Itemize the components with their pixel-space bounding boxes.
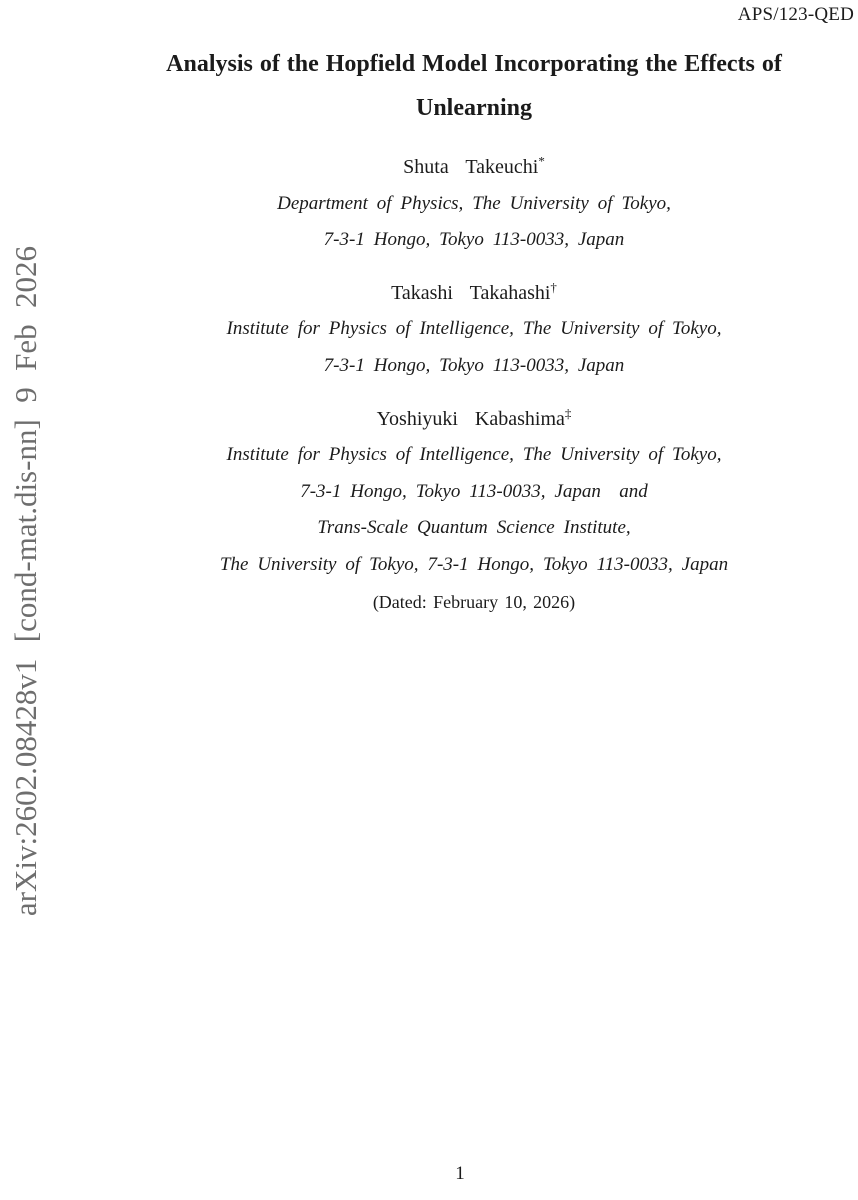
author-name	[90, 149, 858, 186]
author-name-text: Yoshiyuki Kabashima	[376, 407, 565, 430]
report-code: APS/123-QED	[737, 4, 854, 25]
paper-title-line-1: Analysis of the Hopfield Model Incorporating the Effects of	[166, 51, 782, 77]
page-number: 1	[455, 1163, 465, 1184]
author-footnote-mark: *	[538, 153, 545, 169]
author-name	[90, 275, 858, 312]
affiliation-line: 7-3-1 Hongo, Tokyo 113-0033, Japan	[323, 229, 625, 251]
affiliation-line: 7-3-1 Hongo, Tokyo 113-0033, Japan and	[300, 480, 648, 502]
author-block	[90, 401, 858, 584]
author-footnote-mark: †	[550, 279, 557, 295]
affiliation-line: Institute for Physics of Intelligence, The University of Tokyo,	[226, 444, 722, 466]
affiliation-line: Institute for Physics of Intelligence, The University of Tokyo,	[226, 318, 722, 340]
paper-title-line-2: Unlearning	[415, 95, 532, 121]
paper-title	[90, 42, 858, 130]
arxiv-stamp: arXiv:2602.08428v1 [cond-mat.dis-nn] 9 Feb 2026	[8, 245, 43, 917]
affiliation-line: Department of Physics, The University of Tokyo,	[277, 192, 671, 214]
title-page-content	[90, 0, 858, 620]
dated-line: (Dated: February 10, 2026)	[372, 591, 576, 612]
affiliation-line: The University of Tokyo, 7-3-1 Hongo, Tokyo 113-0033, Japan	[219, 553, 729, 575]
author-block	[90, 149, 858, 259]
author-footnote-mark: ‡	[564, 404, 572, 420]
author-block	[90, 275, 858, 385]
author-name-text: Shuta Takeuchi	[403, 156, 539, 178]
author-name	[90, 401, 858, 438]
affiliation-line: 7-3-1 Hongo, Tokyo 113-0033, Japan	[323, 354, 625, 376]
author-name-text: Takashi Takahashi	[391, 281, 551, 304]
affiliation-line: Trans-Scale Quantum Science Institute,	[317, 517, 631, 539]
